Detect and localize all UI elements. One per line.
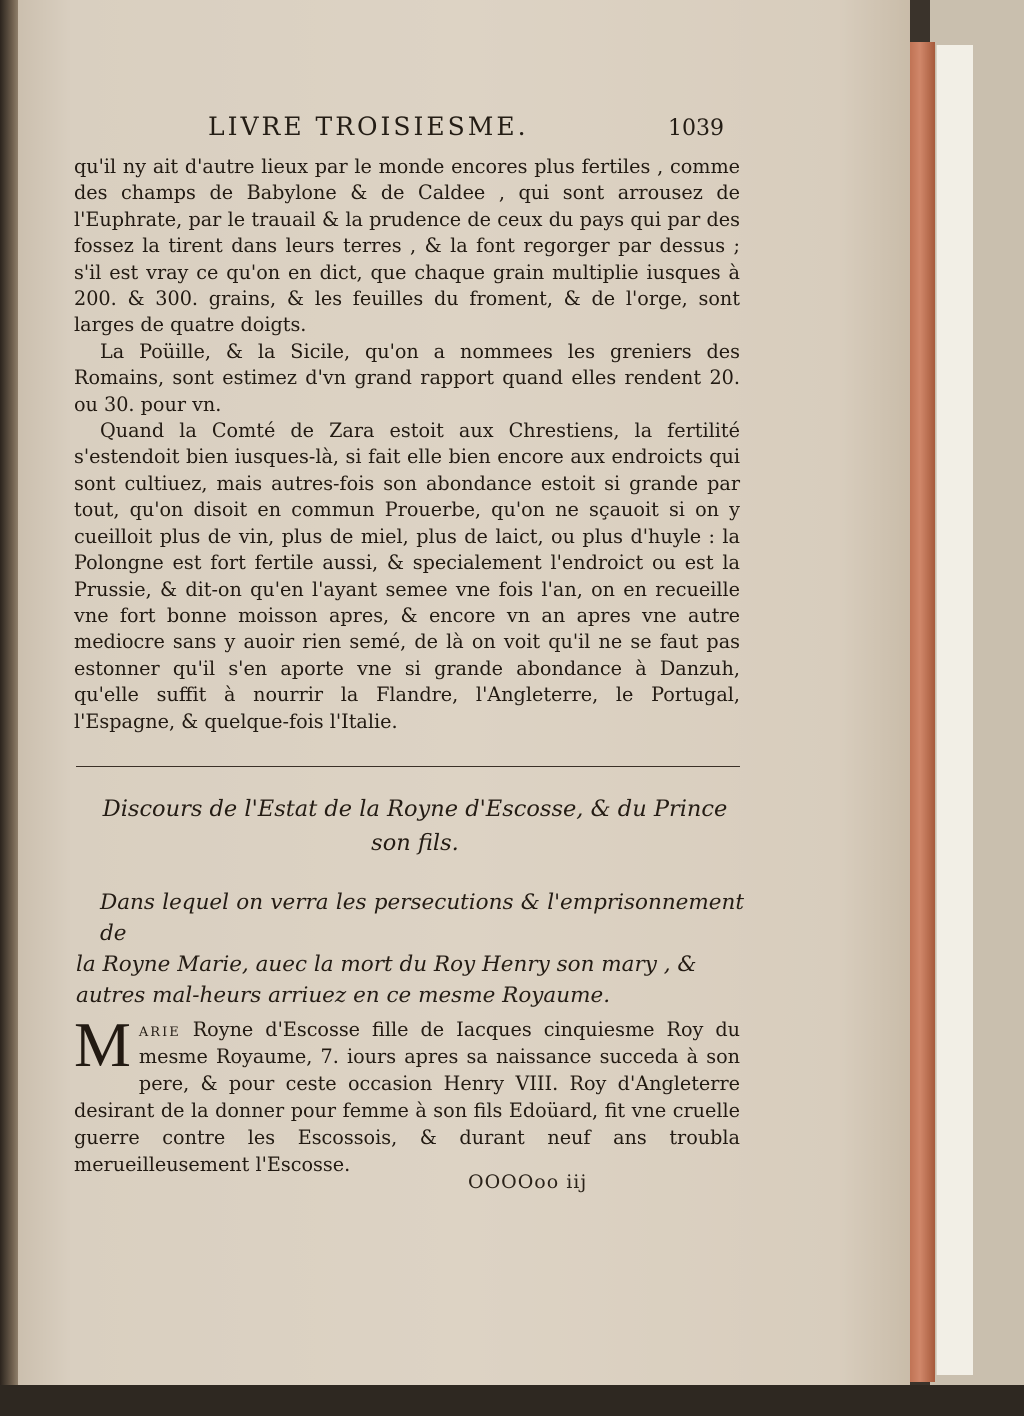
paragraph-1: qu'il ny ait d'autre lieux par le monde encores plus fertiles , comme des champs de Babylone & de Caldee , qui sont arrousez de l'Euphrate, par le trauail & la prudence de ceux du pays qui par des fossez la tirent dans leurs terres , & la font regorger par dessus ; s'il est vray ce qu'on en dict, que chaque grain multiplie iusques à 200. & 300. grains, & les feuilles du froment, & de l'orge, sont larges de quatre doigts.	[74, 155, 740, 337]
section-heading-line2: son fils.	[371, 830, 459, 856]
running-head: LIVRE TROISIESME.	[208, 112, 529, 141]
page-number: 1039	[668, 116, 724, 141]
section-heading-line1: Discours de l'Estat de la Royne d'Escosse, & du Prince	[102, 796, 728, 822]
binding-edge	[0, 0, 20, 1416]
smallcaps-opening: arie	[138, 1018, 181, 1041]
body-text	[74, 154, 740, 735]
section-body	[74, 1009, 740, 1178]
scan-bottom-edge	[0, 1385, 1024, 1416]
subtitle-line2: la Royne Marie, auec la mort du Roy Henry son mary , &	[76, 952, 697, 977]
page-stack	[936, 45, 973, 1375]
signature-mark: OOOOoo iij	[468, 1171, 588, 1193]
subtitle-line1: Dans lequel on verra les persecutions & l'emprisonnement de	[100, 890, 744, 946]
drop-cap: M	[74, 1009, 131, 1080]
section-paragraph: Royne d'Escosse fille de Iacques cinquiesme Roy du mesme Royaume, 7. iours apres sa naissance succeda à son pere, & pour ceste occasion Henry VIII. Roy d'Angleterre desirant de la donner pour femme à son fils Edoüard, fit vne cruelle guerre contre les Escossois, & durant neuf ans troubla merueilleusement l'Escosse.	[74, 1018, 740, 1176]
paragraph-2: La Poüille, & la Sicile, qu'on a nommees les greniers des Romains, sont estimez d'vn grand rapport quand elles rendent 20. ou 30. pour vn.	[74, 339, 740, 416]
subtitle-line3: autres mal-heurs arriuez en ce mesme Royaume.	[76, 983, 611, 1008]
section-divider	[76, 766, 740, 767]
section-subtitle	[76, 887, 744, 1011]
section-heading	[70, 792, 760, 860]
paragraph-3: Quand la Comté de Zara estoit aux Chrestiens, la fertilité s'estendoit bien iusques-là, si fait elle bien encore aux endroicts qui sont cultiuez, mais autres-fois son abondance estoit si grande par tout, qu'on disoit en commun Prouerbe, qu'on ne sçauoit si on y cueilloit plus de vin, plus de miel, plus de laict, ou plus d'huyle : la Polongne est fort fertile aussi, & specialement l'endroict ou est la Prussie, & dit-on qu'en l'ayant semee vne fois l'an, on en recueille vne fort bonne moisson apres, & encore vn an apres vne autre mediocre sans y auoir rien semé, de là on voit qu'il ne se faut pas estonner qu'il s'en aporte vne si grande abondance à Danzuh, qu'elle suffit à nourrir la Flandre, l'Angleterre, le Portugal, l'Espagne, & quelque-fois l'Italie.	[74, 419, 740, 733]
